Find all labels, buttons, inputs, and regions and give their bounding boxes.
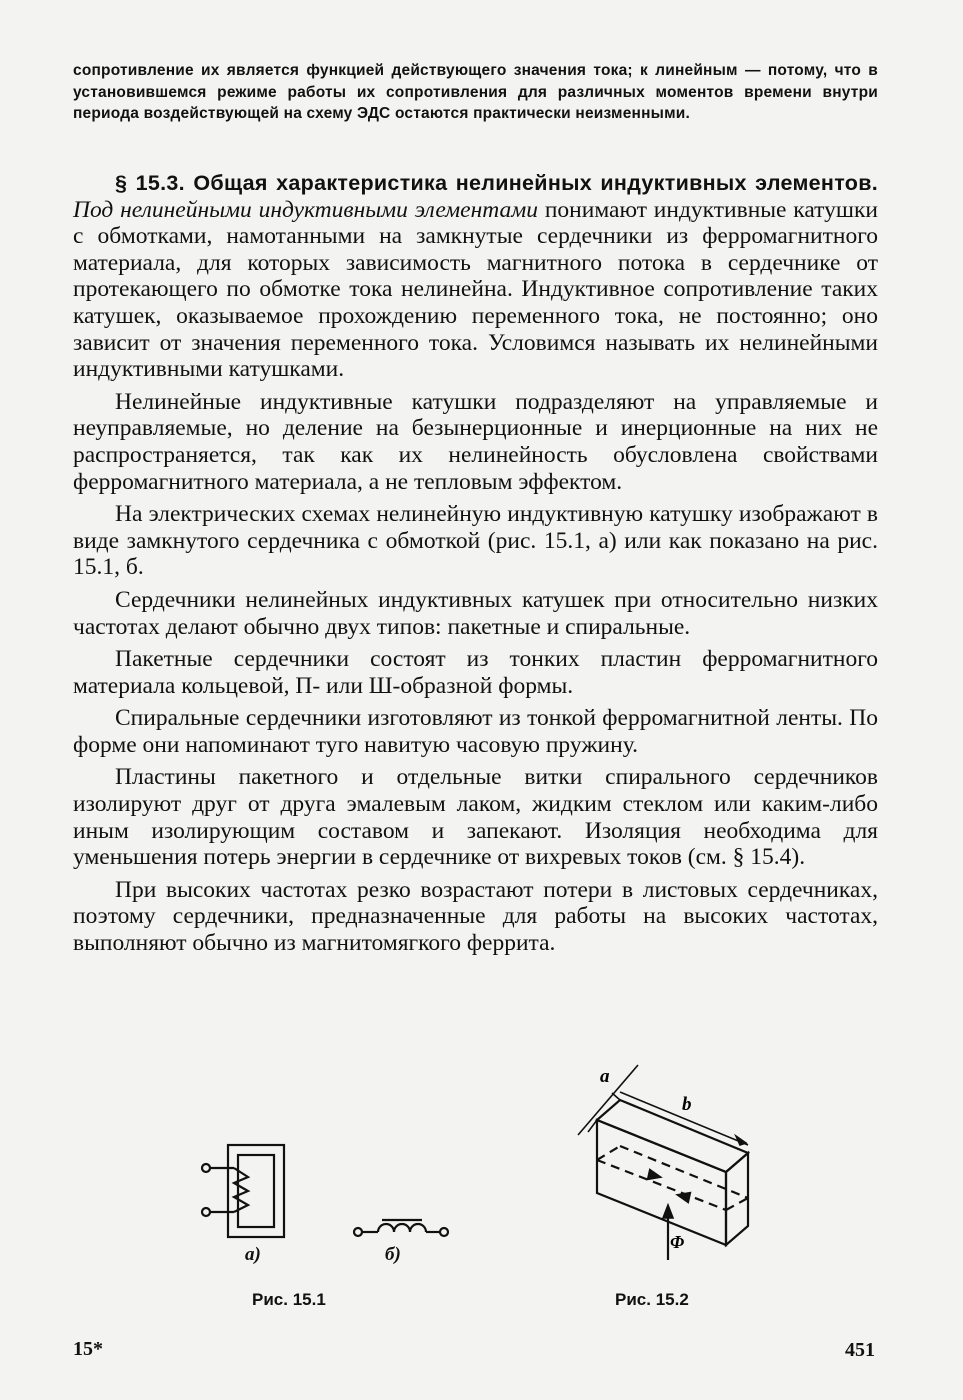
paragraph: Пластины пакетного и отдельные витки спирального сердечников изолируют друг от друга эмалевым лаком, жидким стеклом или каким-либо иным изолирующим составом и запекают. Изоляция необходима для уменьшения потерь энергии в сердечнике от вихревых токов (см. § 15.4). [73, 764, 878, 871]
page-number: 451 [845, 1339, 875, 1361]
definition-term: Под нелинейными индуктивными элементами [73, 196, 539, 223]
section-paragraph [73, 170, 878, 383]
main-text [73, 170, 878, 963]
figure-15-1-caption: Рис. 15.1 [252, 1290, 326, 1309]
fig1-sublabel-a: а) [245, 1244, 261, 1265]
flux-label: Φ [670, 1232, 685, 1252]
section-heading: § 15.3. Общая характеристика нелинейных индуктивных элементов. [115, 171, 878, 195]
intro-paragraph: сопротивление их является функцией действующего значения тока; к линейным — потому, что в установившемся режиме работы их сопротивления для различных моментов времени внутри периода воздействующей на схему ЭДС остаются практически неизменными. [73, 62, 878, 122]
paragraph: При высоких частотах резко возрастают потери в листовых сердечниках, поэтому сердечники, предназначенные для работы на высоких частотах, выполняют обычно из магнитомягкого феррита. [73, 876, 878, 957]
paragraph: Спиральные сердечники изготовляют из тонкой ферромагнитной ленты. По форме они напоминают туго навитую часовую пружину. [73, 705, 878, 758]
paragraph: Нелинейные индуктивные катушки подразделяют на управляемые и неуправляемые, но деление на безынерционные и инерционные на них не распространяется, так как их нелинейность обусловлена свойствами ферромагнитного материала, а не тепловым эффектом. [73, 388, 878, 495]
ferrite-core-block [597, 1100, 748, 1245]
figure-15-1 [190, 1135, 460, 1265]
section-paragraph-text: понимают индуктивные катушки с обмотками, намотанными на замкнутые сердечники из ферромагнитного материала, для которых зависимость магнитного потока в сердечнике от протекающего по обмотке тока нелинейна. Индуктивное сопротивление таких катушек, оказываемое прохождению переменного тока, не постоянно; оно зависит от значения переменного тока. Условимся называть их нелинейными индуктивными катушками. [73, 196, 878, 383]
figure-15-2-caption: Рис. 15.2 [615, 1290, 689, 1309]
signature-mark: 15* [73, 1338, 103, 1360]
inductor-symbol [354, 1220, 448, 1236]
figure-15-2 [560, 1050, 780, 1275]
fig1-sublabel-b: б) [385, 1244, 401, 1265]
paragraph: Пакетные сердечники состоят из тонких пластин ферромагнитного материала кольцевой, П- или Ш-образной формы. [73, 646, 878, 699]
paragraph: Сердечники нелинейных индуктивных катушек при относительно низких частотах делают обычно двух типов: пакетные и спиральные. [73, 586, 878, 640]
dimension-label-a: a [600, 1066, 610, 1087]
dimension-label-b: b [682, 1094, 692, 1115]
core-with-winding-symbol [202, 1145, 284, 1237]
paragraph: На электрических схемах нелинейную индуктивную катушку изображают в виде замкнутого сердечника с обмоткой (рис. 15.1, а) или как показано на рис. 15.1, б. [73, 501, 878, 581]
